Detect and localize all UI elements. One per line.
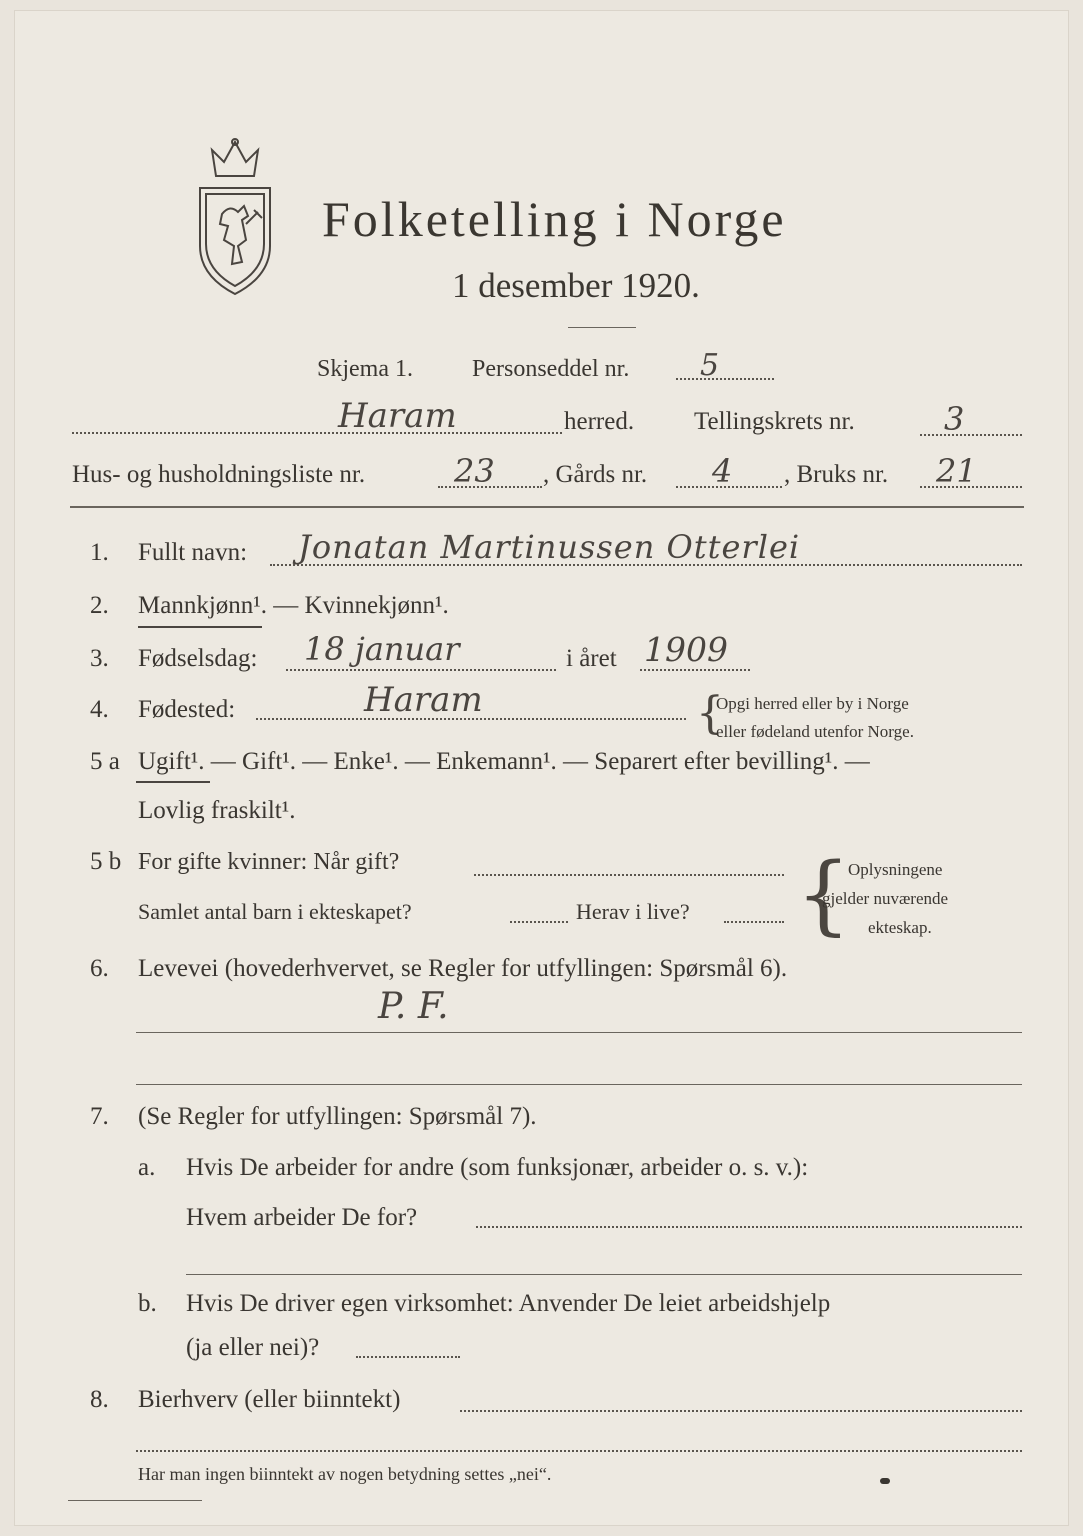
q4-brace: { <box>696 688 724 739</box>
q6-label: Levevei (hovederhvervet, se Regler for utfyllingen: Spørsmål 6). <box>138 955 788 982</box>
title-rule <box>568 327 636 328</box>
herred-label: herred. <box>564 408 635 435</box>
tellingskrets-field[interactable] <box>920 434 1022 436</box>
footer-rule-left <box>68 1500 202 1501</box>
mannkjonn-underline <box>138 626 262 628</box>
footer-note: Har man ingen biinntekt av nogen betydning settes „nei“. <box>138 1464 552 1484</box>
q8-number: 8. <box>90 1386 109 1413</box>
header-separator <box>70 506 1024 508</box>
q5b-number: 5 b <box>90 848 122 875</box>
children-alive-field[interactable] <box>724 921 784 923</box>
birth-year-value: 1909 <box>644 630 728 669</box>
birthplace-value: Haram <box>364 680 483 720</box>
occupation-line2[interactable] <box>136 1084 1022 1085</box>
hired-help-field[interactable] <box>356 1356 460 1358</box>
q5b-note-line1: Oplysningene <box>848 860 943 879</box>
q7b-letter: b. <box>138 1290 157 1317</box>
employer-field[interactable] <box>476 1226 1022 1228</box>
tellingskrets-label: Tellingskrets nr. <box>694 408 855 435</box>
q6-number: 6. <box>90 955 109 982</box>
gards-value: 4 <box>712 452 733 490</box>
married-when-field[interactable] <box>474 874 784 876</box>
q7b-line2: (ja eller nei)? <box>186 1334 320 1361</box>
employer-line2[interactable] <box>186 1274 1022 1275</box>
q4-label: Fødested: <box>138 696 236 723</box>
occupation-value: P. F. <box>378 986 449 1027</box>
q1-label: Fullt navn: <box>138 539 248 566</box>
side-income-field[interactable] <box>460 1410 1022 1412</box>
personseddel-label: Personseddel nr. <box>472 356 630 382</box>
q5b-line1: For gifte kvinner: Når gift? <box>138 849 400 875</box>
q4-number: 4. <box>90 696 109 723</box>
side-income-line2[interactable] <box>136 1450 1022 1452</box>
footer-bullet <box>880 1478 890 1484</box>
q7-label: (Se Regler for utfyllingen: Spørsmål 7). <box>138 1103 537 1130</box>
skjema-label: Skjema 1. <box>317 356 413 382</box>
marital-status-options-line2[interactable]: Lovlig fraskilt¹. <box>138 797 296 824</box>
q7a-line2: Hvem arbeider De for? <box>186 1204 418 1231</box>
coat-of-arms-icon <box>192 136 278 298</box>
children-total-field[interactable] <box>510 921 568 923</box>
q4-note-line2: eller fødeland utenfor Norge. <box>716 722 914 741</box>
birthday-field[interactable] <box>286 669 556 671</box>
q2-number: 2. <box>90 592 109 619</box>
q5b-note-line2: gjelder nuværende <box>822 889 949 908</box>
form-title: Folketelling i Norge <box>322 191 787 247</box>
q5b-children-label: Samlet antal barn i ekteskapet? <box>138 899 412 924</box>
q5b-brace: { <box>796 845 851 945</box>
tellingskrets-value: 3 <box>944 400 965 438</box>
full-name-value: Jonatan Martinussen Otterlei <box>298 528 801 566</box>
q1-number: 1. <box>90 539 109 566</box>
herred-value: Haram <box>338 396 457 436</box>
bruks-label: , Bruks nr. <box>784 461 889 488</box>
q3-label: Fødselsdag: <box>138 645 258 672</box>
personseddel-value: 5 <box>700 348 720 383</box>
marital-status-options[interactable]: Ugift¹. — Gift¹. — Enke¹. — Enkemann¹. — Separert efter bevilling¹. — <box>138 748 870 775</box>
q7a-letter: a. <box>138 1154 156 1181</box>
q5b-note-line3: ekteskap. <box>868 918 932 937</box>
gards-label: , Gårds nr. <box>543 461 648 488</box>
year-label: i året <box>566 645 617 672</box>
q7-number: 7. <box>90 1103 109 1130</box>
gender-options[interactable]: Mannkjønn¹. — Kvinnekjønn¹. <box>138 592 449 619</box>
herred-field[interactable] <box>72 432 562 434</box>
q3-number: 3. <box>90 645 109 672</box>
ugift-underline <box>136 781 210 783</box>
occupation-line1[interactable] <box>136 1032 1022 1033</box>
hus-label: Hus- og husholdningsliste nr. <box>72 461 366 488</box>
q7b-line1: Hvis De driver egen virksomhet: Anvender De leiet arbeidshjelp <box>186 1290 831 1317</box>
q8-label: Bierhverv (eller biinntekt) <box>138 1386 401 1413</box>
census-date: 1 desember 1920. <box>452 266 700 305</box>
q5a-number: 5 a <box>90 748 120 775</box>
q7a-line1: Hvis De arbeider for andre (som funksjonær, arbeider o. s. v.): <box>186 1154 809 1181</box>
q4-note-line1: Opgi herred eller by i Norge <box>716 694 909 713</box>
birth-year-field[interactable] <box>640 669 750 671</box>
bruks-value: 21 <box>936 452 977 490</box>
q5b-alive-label: Herav i live? <box>576 899 690 924</box>
birthday-value: 18 januar <box>304 630 460 668</box>
hus-value: 23 <box>454 452 495 490</box>
personseddel-field[interactable] <box>676 378 774 380</box>
